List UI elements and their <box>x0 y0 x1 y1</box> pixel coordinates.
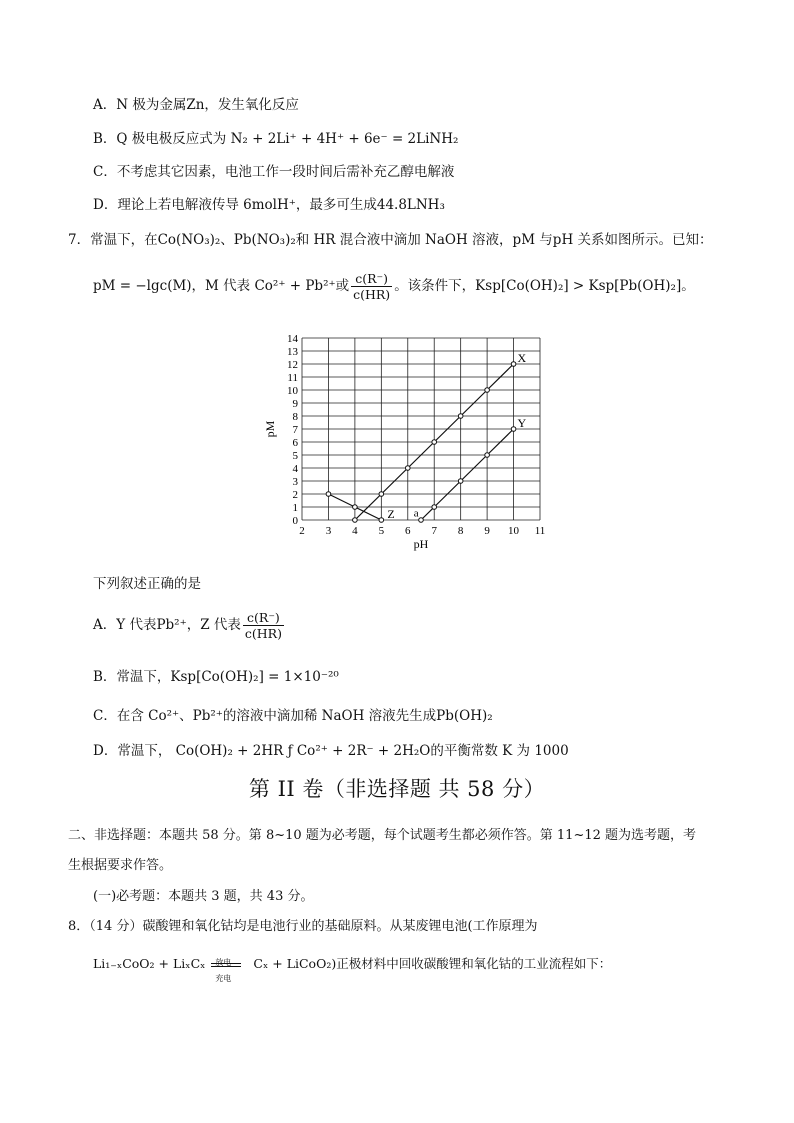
fraction-denominator: c(HR) <box>353 287 391 302</box>
q7-ask: 下列叙述正确的是 <box>93 576 201 592</box>
y-tick-label: 8 <box>292 411 298 423</box>
q8-reaction-right: Cₓ + LiCoO₂)正极材料中回收碳酸锂和氧化钴的工业流程如下： <box>253 956 612 971</box>
arrow-label-bottom: 充电 <box>215 973 232 983</box>
x-tick-label: 5 <box>378 525 385 537</box>
data-point-X <box>485 388 490 393</box>
x-tick-label: 6 <box>405 525 411 537</box>
q7-stem-line2-a: pM = −lgc(M)，M 代表 Co²⁺ + Pb²⁺或 <box>93 278 350 294</box>
y-tick-label: 13 <box>287 346 298 358</box>
y-tick-label: 4 <box>292 463 298 475</box>
x-tick-label: 9 <box>484 525 490 537</box>
data-point-X <box>405 466 410 471</box>
y-tick-label: 5 <box>292 450 298 462</box>
pm-ph-chart <box>262 326 562 558</box>
data-point-Y <box>485 453 490 458</box>
data-point-Y <box>458 479 463 484</box>
x-tick-label: 2 <box>299 525 305 537</box>
x-tick-label: 8 <box>457 525 464 537</box>
series-label-Y: Y <box>517 416 527 430</box>
q7-stem-line2 <box>93 270 695 302</box>
data-point-Y <box>419 518 424 523</box>
section-2-intro-line1: 二、非选择题：本题共 58 分。第 8~10 题为必考题，每个试题考生都必须作答。第 11~12 题为选考题，考 <box>68 828 697 843</box>
y-tick-label: 0 <box>292 515 298 527</box>
y-tick-label: 11 <box>287 372 298 384</box>
arrow-label-top: 放电 <box>215 957 232 967</box>
x-tick-label: 11 <box>534 525 546 537</box>
data-point-Z <box>379 518 384 523</box>
q6-option-c: C．不考虑其它因素，电池工作一段时间后需补充乙醇电解液 <box>93 164 455 180</box>
q8-reaction-left: Li₁₋ₓCoO₂ + LiₓCₓ <box>93 956 206 971</box>
series-label-Z: Z <box>387 507 395 521</box>
annotation-label: a <box>413 507 419 520</box>
q7-option-b: B．常温下，Ksp[Co(OH)₂] = 1×10⁻²⁰ <box>93 669 339 685</box>
data-point-Z <box>326 492 331 497</box>
q7-option-a-fraction <box>243 610 284 641</box>
data-point-Y <box>511 427 516 432</box>
q7-option-d: D．常温下， Co(OH)₂ + 2HR ƒ Co²⁺ + 2R⁻ + 2H₂O的平衡常数 K 为 1000 <box>93 743 569 759</box>
data-point-X <box>353 518 358 523</box>
y-tick-label: 2 <box>292 489 298 501</box>
y-tick-label: 12 <box>287 359 298 371</box>
q7-option-c: C．在含 Co²⁺、Pb²⁺的溶液中滴加稀 NaOH 溶液先生成Pb(OH)₂ <box>93 708 493 724</box>
data-point-X <box>511 362 516 367</box>
q7-option-a-text: A．Y 代表Pb²⁺，Z 代表 <box>93 617 241 633</box>
reversible-arrow <box>209 955 249 983</box>
y-tick-label: 3 <box>292 476 298 488</box>
x-tick-label: 10 <box>508 525 520 537</box>
q7-stem-line2-b: 。该条件下，Ksp[Co(OH)₂] > Ksp[Pb(OH)₂]。 <box>394 278 695 294</box>
data-point-X <box>458 414 463 419</box>
q8-line1: 8．（14 分）碳酸锂和氧化钴均是电池行业的基础原料。从某废锂电池(工作原理为 <box>68 919 538 934</box>
q6-option-b: B．Q 极电极反应式为 N₂ + 2Li⁺ + 4H⁺ + 6e⁻ = 2LiNH₂ <box>93 131 459 147</box>
data-point-Y <box>432 505 437 510</box>
y-tick-label: 7 <box>292 424 298 436</box>
fraction-numerator: c(R⁻) <box>243 610 284 626</box>
fraction-numerator: c(R⁻) <box>351 271 392 287</box>
y-tick-label: 9 <box>292 398 298 410</box>
data-point-Z <box>353 505 358 510</box>
section-2-title: 第 II 卷（非选择题 共 58 分） <box>248 777 546 801</box>
series-label-X: X <box>517 351 527 365</box>
y-tick-label: 1 <box>292 502 298 514</box>
y-tick-label: 10 <box>287 385 298 397</box>
q8-line2 <box>93 952 612 983</box>
data-point-X <box>379 492 384 497</box>
q6-option-d: D．理论上若电解液传导 6molH⁺，最多可生成44.8LNH₃ <box>93 197 445 213</box>
x-tick-label: 3 <box>325 525 332 537</box>
fraction-denominator: c(HR) <box>244 626 282 641</box>
data-point-X <box>432 440 437 445</box>
section-2-intro-line2: 生根据要求作答。 <box>68 858 173 873</box>
q6-option-a: A．N 极为金属Zn，发生氧化反应 <box>93 97 299 113</box>
arrow-line-forward <box>211 963 241 964</box>
x-axis-label: pH <box>413 537 429 551</box>
y-tick-label: 6 <box>292 437 298 449</box>
q7-stem-line1: 7．常温下，在Co(NO₃)₂、Pb(NO₃)₂和 HR 混合液中滴加 NaOH 溶液，pM 与pH 关系如图所示。已知： <box>68 232 713 248</box>
x-tick-label: 7 <box>431 525 437 537</box>
section-2-sub: (一)必考题：本题共 3 题，共 43 分。 <box>93 889 314 904</box>
q7-option-a <box>93 608 286 642</box>
x-tick-label: 4 <box>352 525 358 537</box>
q7-stem-fraction <box>351 271 392 302</box>
y-axis-label: pM <box>263 420 277 438</box>
y-tick-label: 14 <box>287 333 298 345</box>
